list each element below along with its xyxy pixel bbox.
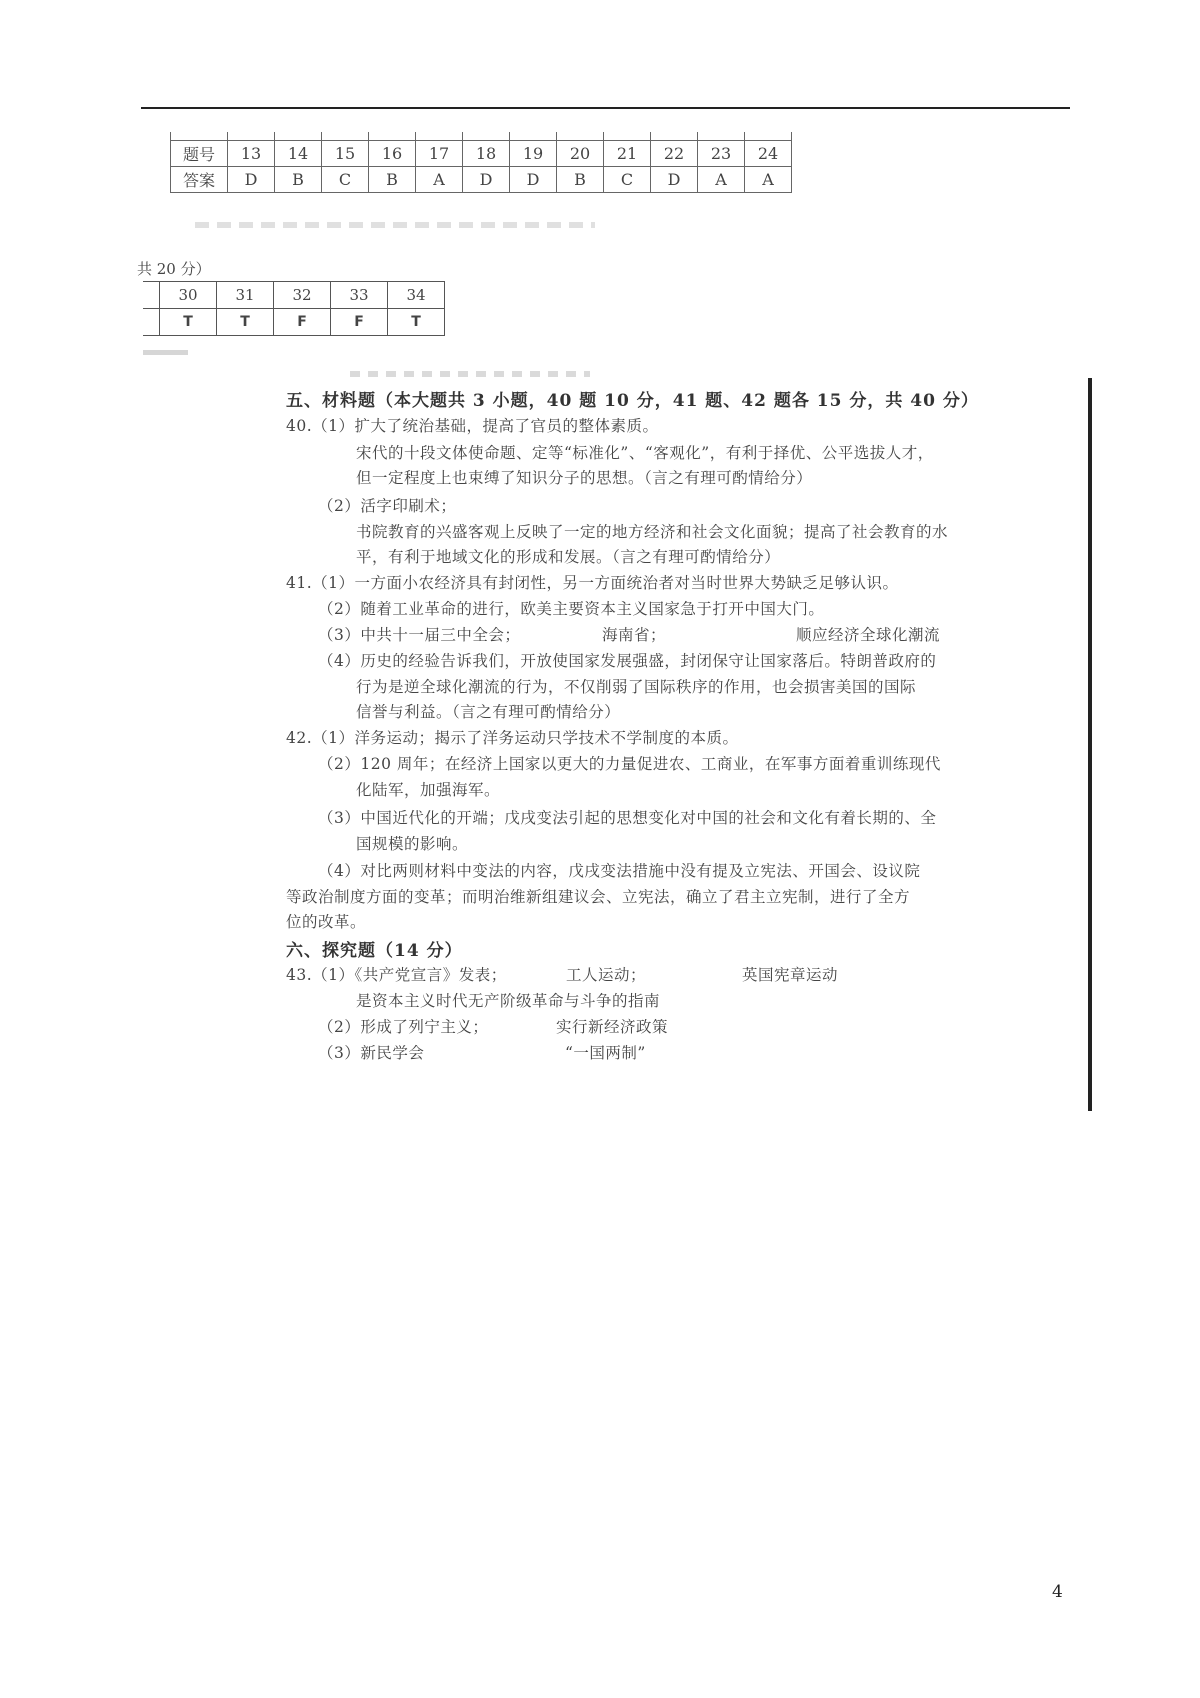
- table-cell: 17: [416, 141, 463, 167]
- table-cell: D: [510, 167, 557, 193]
- question-number-row: [171, 141, 792, 167]
- table-cell: F: [274, 309, 331, 336]
- question-number-row: [143, 282, 445, 309]
- answer-line: 顺应经济全球化潮流: [796, 626, 941, 644]
- section-score-label: 共 20 分）: [137, 260, 211, 278]
- answer-line: 是资本主义时代无产阶级革命与斗争的指南: [356, 992, 661, 1010]
- header-rule: [141, 107, 1070, 109]
- table-cell: A: [745, 167, 792, 193]
- answer-line: （3）中共十一届三中全会；: [318, 626, 521, 644]
- table-cell: A: [698, 167, 745, 193]
- table-cell: 32: [274, 282, 331, 309]
- row-label: 答案: [171, 167, 228, 193]
- answer-line: 书院教育的兴盛客观上反映了一定的地方经济和社会文化面貌；提高了社会教育的水: [356, 523, 949, 541]
- table-cell: D: [228, 167, 275, 193]
- table-cell: 19: [510, 141, 557, 167]
- margin-bar: [1088, 378, 1092, 1111]
- table-cell: C: [322, 167, 369, 193]
- table-cell: 24: [745, 141, 792, 167]
- table-cell: B: [369, 167, 416, 193]
- table-cell: [143, 282, 160, 309]
- cropped-row: [171, 132, 792, 141]
- answer-line: 工人运动；: [566, 966, 647, 984]
- section-heading: 五、材料题（本大题共 3 小题，40 题 10 分，41 题、42 题各 15 分，共 40 分）: [286, 391, 979, 411]
- table-cell: D: [463, 167, 510, 193]
- scan-artifact: [350, 371, 590, 377]
- answer-line: 英国宪章运动: [742, 966, 839, 984]
- answer-line: 行为是逆全球化潮流的行为，不仅削弱了国际秩序的作用，也会损害美国的国际: [356, 678, 917, 696]
- scan-artifact: [143, 350, 188, 355]
- answer-line: （3）中国近代化的开端；戊戌变法引起的思想变化对中国的社会和文化有着长期的、全: [318, 809, 937, 827]
- answer-table-2: [143, 281, 445, 336]
- answer-line: 实行新经济政策: [556, 1018, 669, 1036]
- table-cell: A: [416, 167, 463, 193]
- answer-line: （4）历史的经验告诉我们，开放使国家发展强盛，封闭保守让国家落后。特朗普政府的: [318, 652, 937, 670]
- table-cell: 23: [698, 141, 745, 167]
- scan-artifact: [195, 222, 595, 228]
- answer-line: 但一定程度上也束缚了知识分子的思想。（言之有理可酌情给分）: [356, 469, 813, 487]
- answer-line: “一国两制”: [565, 1044, 646, 1062]
- answer-line: 平，有利于地域文化的形成和发展。（言之有理可酌情给分）: [356, 548, 781, 566]
- answer-line: 信誉与利益。（言之有理可酌情给分）: [356, 703, 621, 721]
- answer-row: [171, 167, 792, 193]
- answer-line: 42.（1）洋务运动；揭示了洋务运动只学技术不学制度的本质。: [286, 729, 739, 747]
- answer-line: 国规模的影响。: [356, 835, 469, 853]
- answer-line: （2）120 周年；在经济上国家以更大的力量促进农、工商业，在军事方面着重训练现代: [318, 755, 941, 773]
- table-cell: 20: [557, 141, 604, 167]
- table-cell: 15: [322, 141, 369, 167]
- answer-line: 等政治制度方面的变革；而明治维新组建议会、立宪法，确立了君主立宪制，进行了全方: [286, 888, 911, 906]
- answer-line: （3）新民学会: [318, 1044, 425, 1062]
- table-cell: 30: [160, 282, 217, 309]
- answer-line: 41.（1）一方面小农经济具有封闭性，另一方面统治者对当时世界大势缺乏足够认识。: [286, 574, 899, 592]
- table-cell: 13: [228, 141, 275, 167]
- table-cell: 14: [275, 141, 322, 167]
- section-heading: 六、探究题（14 分）: [286, 941, 463, 961]
- answer-line: 宋代的十段文体使命题、定等“标准化”、“客观化”，有利于择优、公平选拔人才，: [356, 444, 934, 462]
- answer-line: （4）对比两则材料中变法的内容，戊戌变法措施中没有提及立宪法、开国会、设议院: [318, 862, 921, 880]
- table-cell: C: [604, 167, 651, 193]
- table-cell: [143, 309, 160, 336]
- table-cell: T: [160, 309, 217, 336]
- answer-table-1: [170, 132, 792, 193]
- answer-line: 40.（1）扩大了统治基础，提高了官员的整体素质。: [286, 417, 659, 435]
- answer-line: （2）形成了列宁主义；: [318, 1018, 489, 1036]
- answer-line: 43.（1）《共产党宣言》发表；: [286, 966, 507, 984]
- answer-row: [143, 309, 445, 336]
- page-number: 4: [1052, 1582, 1063, 1602]
- answer-line: 海南省；: [602, 626, 667, 644]
- table-cell: 18: [463, 141, 510, 167]
- table-cell: B: [557, 167, 604, 193]
- table-cell: 33: [331, 282, 388, 309]
- table-cell: T: [388, 309, 445, 336]
- answer-line: 位的改革。: [286, 913, 367, 931]
- answer-line: （2）随着工业革命的进行，欧美主要资本主义国家急于打开中国大门。: [318, 600, 825, 618]
- table-cell: B: [275, 167, 322, 193]
- table-cell: D: [651, 167, 698, 193]
- table-cell: 34: [388, 282, 445, 309]
- answer-line: （2）活字印刷术；: [318, 497, 457, 515]
- table-cell: 21: [604, 141, 651, 167]
- table-cell: 31: [217, 282, 274, 309]
- table-cell: T: [217, 309, 274, 336]
- table-cell: 16: [369, 141, 416, 167]
- answer-line: 化陆军，加强海军。: [356, 781, 501, 799]
- table-cell: 22: [651, 141, 698, 167]
- row-label: 题号: [171, 141, 228, 167]
- table-cell: F: [331, 309, 388, 336]
